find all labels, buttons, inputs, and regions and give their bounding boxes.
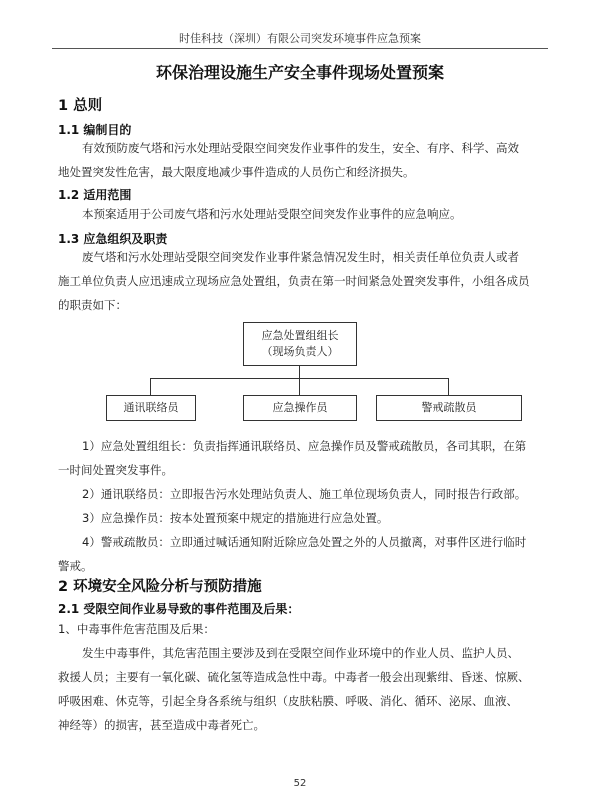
list-item-title: 1、中毒事件危害范围及后果：: [58, 622, 215, 636]
text-line: 救援人员；主要有一氧化碳、硫化氢等造成急性中毒。中毒者一般会出现紫绀、昏迷、惊厥、: [58, 670, 530, 684]
text-line: 2）通讯联络员：立即报告污水处理站负责人、施工单位现场负责人，同时报告行政部。: [82, 487, 527, 501]
duties-list: [58, 434, 546, 578]
text-line: 3）应急操作员：按本处置预案中规定的措施进行应急处置。: [82, 511, 389, 525]
section-1-heading: 1 总则: [58, 98, 103, 114]
org-connector: [150, 378, 151, 395]
text-line: 本预案适用于公司废气塔和污水处理站受限空间突发作业事件的应急响应。: [82, 207, 462, 221]
section-2-1-body: [58, 617, 546, 737]
text-line: 神经等）的损害，甚至造成中毒者死亡。: [58, 718, 265, 732]
section-1-2-body: [58, 202, 546, 226]
text-line: 地处置突发性危害，最大限度地减少事件造成的人员伤亡和经济损失。: [58, 165, 415, 179]
section-1-1-body: [58, 136, 546, 184]
page-number: 52: [293, 778, 307, 789]
section-2-1-heading: 2.1 受限空间作业易导致的事件范围及后果：: [58, 602, 300, 616]
text-line: 发生中毒事件，其危害范围主要涉及到在受限空间作业环境中的作业人员、监护人员、: [82, 646, 519, 660]
org-leader-title: 应急处置组组长: [261, 329, 339, 342]
text-line: 有效预防废气塔和污水处理站受限空间突发作业事件的发生，安全、有序、科学、高效: [82, 141, 519, 155]
text-line: 施工单位负责人应迅速成立现场应急处置组，负责在第一时间紧急处置突发事件，小组各成员: [58, 274, 530, 288]
text-line: 废气塔和污水处理站受限空间突发作业事件紧急情况发生时，相关责任单位负责人或者: [82, 250, 519, 264]
text-line: 一时间处置突发事件。: [58, 463, 173, 477]
org-box-communicator: 通讯联络员: [106, 395, 196, 421]
section-1-1-heading: 1.1 编制目的: [58, 123, 132, 137]
header-rule: [52, 48, 548, 49]
text-line: 呼吸困难、休克等，引起全身各系统与组织（皮肤粘膜、呼吸、消化、循环、泌尿、血液、: [58, 694, 518, 708]
section-2-heading: 2 环境安全风险分析与预防措施: [58, 579, 262, 595]
text-line: 警戒。: [58, 559, 93, 573]
page-header: 时佳科技（深圳）有限公司突发环境事件应急预案: [179, 32, 421, 45]
section-1-3-heading: 1.3 应急组织及职责: [58, 232, 168, 246]
org-box-evacuator: 警戒疏散员: [376, 395, 522, 421]
org-box-operator: 应急操作员: [243, 395, 357, 421]
org-connector: [448, 378, 449, 395]
section-1-2-heading: 1.2 适用范围: [58, 188, 132, 202]
text-line: 4）警戒疏散员：立即通过喊话通知附近除应急处置之外的人员撤离，对事件区进行临时: [82, 535, 527, 549]
org-connector: [299, 378, 300, 395]
text-line: 1）应急处置组组长：负责指挥通讯联络员、应急操作员及警戒疏散员，各司其职，在第: [82, 439, 527, 453]
org-box-leader: [243, 322, 357, 366]
text-line: 的职责如下：: [58, 298, 127, 312]
org-leader-subtitle: （现场负责人）: [261, 345, 339, 358]
document-title: 环保治理设施生产安全事件现场处置预案: [155, 63, 444, 82]
section-1-3-body: [58, 245, 546, 317]
